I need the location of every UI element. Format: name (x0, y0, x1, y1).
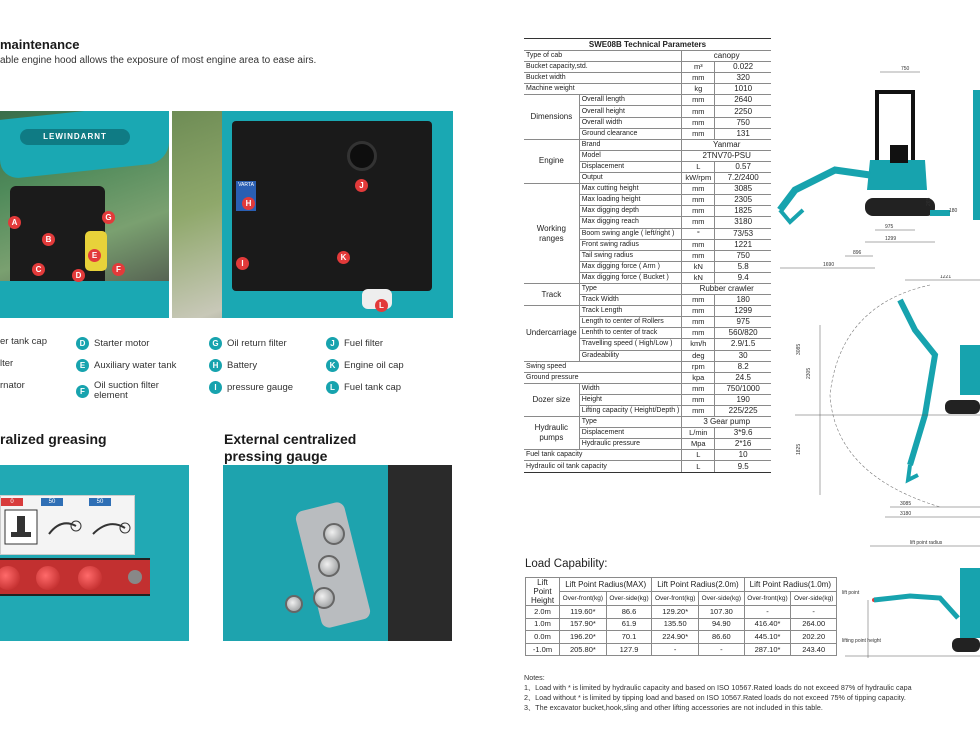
legend-letter-icon: D (76, 337, 89, 350)
tech-row (524, 372, 771, 383)
tech-param: Bucket capacity,std. (524, 62, 682, 73)
load-value-cell: 61.9 (606, 618, 652, 631)
pressure-gauge-photo (223, 465, 452, 641)
tech-value: 225/225 (715, 406, 771, 417)
tech-unit: mm (682, 239, 715, 250)
tech-row (524, 51, 771, 62)
load-value-cell: 445.10* (744, 631, 791, 644)
load-row (526, 643, 837, 656)
load-value-cell: 129.20* (652, 606, 699, 619)
legend-item (0, 337, 47, 347)
tech-param: Track Width (579, 295, 682, 306)
tech-value: 320 (715, 73, 771, 84)
load-value-cell: 196.20* (560, 631, 607, 644)
load-value-cell: - (744, 606, 791, 619)
tech-param: Max loading height (579, 195, 682, 206)
brand-logo: LEWINDARNT (20, 129, 130, 145)
tech-value: 2TNV70-PSU (682, 150, 771, 161)
legend-item (326, 359, 404, 372)
part-marker: B (42, 233, 55, 246)
part-marker: D (72, 269, 85, 282)
legend-item (0, 381, 25, 391)
notes-title: Notes: (524, 673, 545, 682)
tech-unit: Mpa (682, 439, 715, 450)
tech-value: 9.5 (715, 461, 771, 472)
tech-unit: mm (682, 73, 715, 84)
tech-unit: mm (682, 406, 715, 417)
tech-unit: kN (682, 261, 715, 272)
tech-value: 3*9.6 (715, 428, 771, 439)
tech-value: 3085 (715, 184, 771, 195)
dimension-label: 1299 (885, 236, 897, 242)
part-marker: J (355, 179, 368, 192)
legend-label: Oil return filter (227, 337, 287, 349)
load-value-cell: 416.40* (744, 618, 791, 631)
tech-param: Ground pressure (524, 372, 682, 383)
legend-label: Battery (227, 359, 258, 371)
tech-value: 0.57 (715, 161, 771, 172)
tech-table-title: SWE08B Technical Parameters (524, 39, 771, 51)
load-value-cell: 119.60* (560, 606, 607, 619)
gauge-title-line1: External centralized (224, 431, 357, 447)
tech-unit: mm (682, 206, 715, 217)
load-subheader: Over-side(kg) (606, 592, 652, 606)
legend-item (0, 359, 13, 369)
engine-photo-left (0, 111, 169, 318)
fuel-filter (347, 141, 377, 171)
tech-value: 190 (715, 394, 771, 405)
part-marker: G (102, 211, 115, 224)
note-item: 1、Load with * is limited by hydraulic capacity and based on ISO 10567.Rated loads do not exceed 87% of hydraulic capa (524, 683, 912, 692)
tech-row (524, 417, 771, 428)
load-value-cell: 127.9 (606, 643, 652, 656)
tech-group: Dozer size (524, 383, 579, 416)
tech-param: Brand (579, 139, 682, 150)
tech-value: 750/1000 (715, 383, 771, 394)
load-value-cell: 264.00 (791, 618, 837, 631)
tech-param: Bucket width (524, 73, 682, 84)
tech-unit: mm (682, 295, 715, 306)
gauge-fitting (285, 595, 303, 613)
tech-param: Model (579, 150, 682, 161)
dimension-label: 2305 (806, 367, 812, 379)
load-value-cell: 202.20 (791, 631, 837, 644)
tech-unit: mm (682, 394, 715, 405)
tech-param: Boom swing angle ( left/right ) (579, 228, 682, 239)
tech-unit: mm (682, 184, 715, 195)
tech-unit: kpa (682, 372, 715, 383)
legend-item (76, 337, 201, 350)
tech-param: Displacement (579, 161, 682, 172)
tech-param: Type (579, 417, 682, 428)
tech-value: Rubber crawler (682, 283, 771, 294)
tech-unit: L (682, 161, 715, 172)
tech-value: 750 (715, 250, 771, 261)
tech-param: Max digging force ( Bucket ) (579, 272, 682, 283)
legend-letter-icon: J (326, 337, 339, 350)
note-item: 2、Load without * is limited by tipping load and based on ISO 10567.Rated loads do not exceed 75% of tipping capacity. (524, 693, 906, 702)
tech-value: 8.2 (715, 361, 771, 372)
tech-value: 1299 (715, 306, 771, 317)
tech-unit: mm (682, 317, 715, 328)
legend-item (76, 359, 201, 372)
tech-value: 9.4 (715, 272, 771, 283)
tech-unit: kW/rpm (682, 173, 715, 184)
tech-row (524, 306, 771, 317)
load-value-cell: - (791, 606, 837, 619)
tech-group: Engine (524, 139, 579, 183)
tech-param: Max digging depth (579, 206, 682, 217)
load-subheader: Over-side(kg) (699, 592, 745, 606)
tech-unit: kg (682, 84, 715, 95)
legend-item (209, 337, 321, 350)
tech-unit: mm (682, 250, 715, 261)
part-marker: E (88, 249, 101, 262)
dimension-label: 3180 (900, 511, 912, 517)
tech-unit: mm (682, 306, 715, 317)
load-header-radius-2m: Lift Point Radius(2.0m) (652, 578, 744, 592)
tech-param: Displacement (579, 428, 682, 439)
technical-parameters-table (524, 38, 771, 473)
engine-photo-right (172, 111, 453, 318)
tech-group: Hydraulic pumps (524, 417, 579, 450)
load-value-cell: 205.80* (560, 643, 607, 656)
legend-item (209, 359, 321, 372)
tech-unit: mm (682, 95, 715, 106)
legend-label: Starter motor (94, 337, 150, 349)
tech-param: Ground clearance (579, 128, 682, 139)
greasing-title: ralized greasing (0, 431, 107, 447)
battery: VARTA (236, 181, 256, 211)
tech-unit: km/h (682, 339, 715, 350)
load-value-cell: 287.10* (744, 643, 791, 656)
dimension-label: 1690 (823, 262, 835, 268)
working-range-drawing (790, 275, 980, 520)
tech-param: Height (579, 394, 682, 405)
load-row (526, 618, 837, 631)
load-capability-title: Load Capability: (525, 558, 608, 570)
lift-point-drawing (840, 538, 980, 678)
tech-param: Type (579, 283, 682, 294)
tech-value: 3 Gear pump (682, 417, 771, 428)
load-subheader: Over-front(kg) (744, 592, 791, 606)
dimension-label: 896 (853, 250, 862, 256)
load-header-radius-1m: Lift Point Radius(1.0m) (744, 578, 836, 592)
tech-row (524, 283, 771, 294)
load-height-cell: 0.0m (526, 631, 560, 644)
legend-label: rnator (0, 380, 25, 391)
dimension-label: 750 (901, 66, 910, 72)
legend-item (326, 337, 383, 350)
tech-row (524, 73, 771, 84)
tech-param: Fuel tank capacity (524, 450, 682, 461)
part-marker: A (8, 216, 21, 229)
tech-unit: mm (682, 106, 715, 117)
load-subheader: Over-front(kg) (560, 592, 607, 606)
load-height-cell: 2.0m (526, 606, 560, 619)
tech-unit: ° (682, 228, 715, 239)
tech-param: Tail swing radius (579, 250, 682, 261)
tech-unit: L/min (682, 428, 715, 439)
maintenance-title: maintenance (0, 37, 80, 52)
load-value-cell: 135.50 (652, 618, 699, 631)
dimension-label: lift point (842, 590, 860, 596)
tech-value: 750 (715, 117, 771, 128)
tech-param: Overall height (579, 106, 682, 117)
part-marker: C (32, 263, 45, 276)
hose-area (388, 465, 452, 641)
legend-letter-icon: L (326, 381, 339, 394)
tech-param: Hydraulic oil tank capacity (524, 461, 682, 472)
load-subheader: Over-side(kg) (791, 592, 837, 606)
legend-item (326, 381, 401, 394)
tech-value: 1010 (715, 84, 771, 95)
side-view-drawing (775, 60, 980, 275)
legend-label: Auxiliary water tank (94, 359, 177, 371)
tech-unit: L (682, 461, 715, 472)
grease-nipple (36, 566, 60, 590)
tech-group: Dimensions (524, 95, 579, 139)
legend-label: Engine oil cap (344, 359, 404, 371)
load-value-cell: - (652, 643, 699, 656)
note-item: 3、The excavator bucket,hook,sling and other lifting accessories are not included in this table. (524, 703, 823, 712)
load-header-radius-max: Lift Point Radius(MAX) (560, 578, 652, 592)
dimension-label: 180 (949, 208, 958, 214)
part-marker: F (112, 263, 125, 276)
legend-label: er tank cap (0, 336, 47, 347)
tech-value: 180 (715, 295, 771, 306)
load-header-lift-height: Lift Point Height (526, 578, 560, 606)
dimension-label: lift point radius (910, 540, 943, 546)
legend-label: lter (0, 358, 14, 369)
tech-row (524, 95, 771, 106)
tech-value: 2640 (715, 95, 771, 106)
greasing-photo (0, 465, 189, 641)
part-marker: I (236, 257, 249, 270)
tech-param: Machine weight (524, 84, 682, 95)
gauge-fitting (313, 587, 335, 609)
tech-param: Lifting capacity ( Height/Depth ) (579, 406, 682, 417)
maintenance-description: able engine hood allows the exposure of most engine area to ease airs. (0, 55, 317, 66)
dimension-label: 3085 (900, 501, 912, 507)
sticker-number: 50 (41, 498, 63, 506)
gauge-title-line2: pressing gauge (224, 448, 328, 464)
tech-unit: kN (682, 272, 715, 283)
part-marker: H (242, 197, 255, 210)
dimension-label: 1221 (940, 275, 952, 280)
bolt (128, 570, 142, 584)
load-row (526, 606, 837, 619)
load-value-cell: 86.6 (606, 606, 652, 619)
dimension-label: 975 (885, 224, 894, 230)
tech-value: 1825 (715, 206, 771, 217)
tech-unit: L (682, 450, 715, 461)
tech-row (524, 450, 771, 461)
tech-unit: mm (682, 128, 715, 139)
load-height-cell: -1.0m (526, 643, 560, 656)
load-value-cell: 86.60 (699, 631, 745, 644)
tech-row (524, 139, 771, 150)
legend-label: Fuel tank cap (344, 381, 402, 393)
engine-bay (232, 121, 432, 291)
gauge-fitting (318, 555, 340, 577)
legend-letter-icon: F (76, 385, 89, 398)
sticker-number: 50 (89, 498, 111, 506)
tech-unit: mm (682, 117, 715, 128)
tech-unit: mm (682, 195, 715, 206)
tech-value: 975 (715, 317, 771, 328)
grease-nipple (0, 566, 20, 590)
tech-row (524, 361, 771, 372)
tech-value: 560/820 (715, 328, 771, 339)
load-value-cell: 94.90 (699, 618, 745, 631)
load-value-cell: 70.1 (606, 631, 652, 644)
load-value-cell: - (699, 643, 745, 656)
legend-letter-icon: E (76, 359, 89, 372)
tech-value: 5.8 (715, 261, 771, 272)
tech-param: Travelling speed ( High/Low ) (579, 339, 682, 350)
load-value-cell: 157.90* (560, 618, 607, 631)
tech-value: canopy (682, 51, 771, 62)
tech-param: Swing speed (524, 361, 682, 372)
tech-value: 131 (715, 128, 771, 139)
load-value-cell: 224.90* (652, 631, 699, 644)
tech-param: Type of cab (524, 51, 682, 62)
tech-param: Length to center of Rollers (579, 317, 682, 328)
load-row (526, 631, 837, 644)
load-value-cell: 243.40 (791, 643, 837, 656)
sticker-number: 0 (1, 498, 23, 506)
grease-nipple (78, 566, 102, 590)
tech-value: 3180 (715, 217, 771, 228)
tech-group: Track (524, 283, 579, 305)
notes (524, 673, 980, 713)
tech-value: 2*16 (715, 439, 771, 450)
dimension-label: 265 (926, 197, 932, 206)
legend-label: pressure gauge (227, 381, 294, 393)
load-value-cell: 107.30 (699, 606, 745, 619)
tech-value: 2305 (715, 195, 771, 206)
tech-param: Lenhth to center of track (579, 328, 682, 339)
sticker-diagram (1, 496, 136, 554)
tech-param: Width (579, 383, 682, 394)
tech-value: 73/53 (715, 228, 771, 239)
tech-row (524, 62, 771, 73)
tech-group: Undercarriage (524, 306, 579, 361)
tech-param: Max digging force ( Arm ) (579, 261, 682, 272)
open-hood (0, 111, 169, 180)
tech-param: Track Length (579, 306, 682, 317)
tech-row (524, 184, 771, 195)
tech-value: 10 (715, 450, 771, 461)
dimension-label: lifting point height (842, 638, 881, 644)
tech-value: 2.9/1.5 (715, 339, 771, 350)
tech-unit: deg (682, 350, 715, 361)
grease-manifold (0, 558, 150, 596)
tech-param: Overall length (579, 95, 682, 106)
tech-value: 7.2/2400 (715, 173, 771, 184)
tech-param: Gradeability (579, 350, 682, 361)
legend-item (209, 381, 321, 394)
legend-letter-icon: G (209, 337, 222, 350)
tech-group: Working ranges (524, 184, 579, 284)
tech-value: 24.5 (715, 372, 771, 383)
legend-letter-icon: H (209, 359, 222, 372)
tech-row (524, 84, 771, 95)
legend-item (76, 381, 201, 401)
load-height-cell: 1.0m (526, 618, 560, 631)
tech-unit: mm (682, 217, 715, 228)
load-subheader: Over-front(kg) (652, 592, 699, 606)
tech-row (524, 461, 771, 472)
legend-label: Oil suction filter element (94, 380, 159, 401)
tech-value: 2250 (715, 106, 771, 117)
part-marker: K (337, 251, 350, 264)
tech-param: Max digging reach (579, 217, 682, 228)
dimension-label: 1825 (796, 443, 802, 455)
dimension-label: 3085 (796, 343, 802, 355)
tech-unit: rpm (682, 361, 715, 372)
tech-param: Front swing radius (579, 239, 682, 250)
machine-body (0, 281, 169, 318)
tech-unit: m³ (682, 62, 715, 73)
legend-label: Fuel filter (344, 337, 384, 349)
tech-param: Max cutting height (579, 184, 682, 195)
tech-value: 30 (715, 350, 771, 361)
tech-value: 1221 (715, 239, 771, 250)
load-capability-table (525, 577, 837, 656)
tech-value: Yanmar (682, 139, 771, 150)
legend-letter-icon: K (326, 359, 339, 372)
tech-param: Overall width (579, 117, 682, 128)
tech-unit: mm (682, 328, 715, 339)
legend-letter-icon: I (209, 381, 222, 394)
tech-row (524, 383, 771, 394)
tech-param: Output (579, 173, 682, 184)
gauge-fitting (323, 523, 345, 545)
part-marker: L (375, 299, 388, 312)
tech-value: 0.022 (715, 62, 771, 73)
tech-unit: mm (682, 383, 715, 394)
lubrication-sticker (0, 495, 135, 555)
tech-param: Hydraulic pressure (579, 439, 682, 450)
